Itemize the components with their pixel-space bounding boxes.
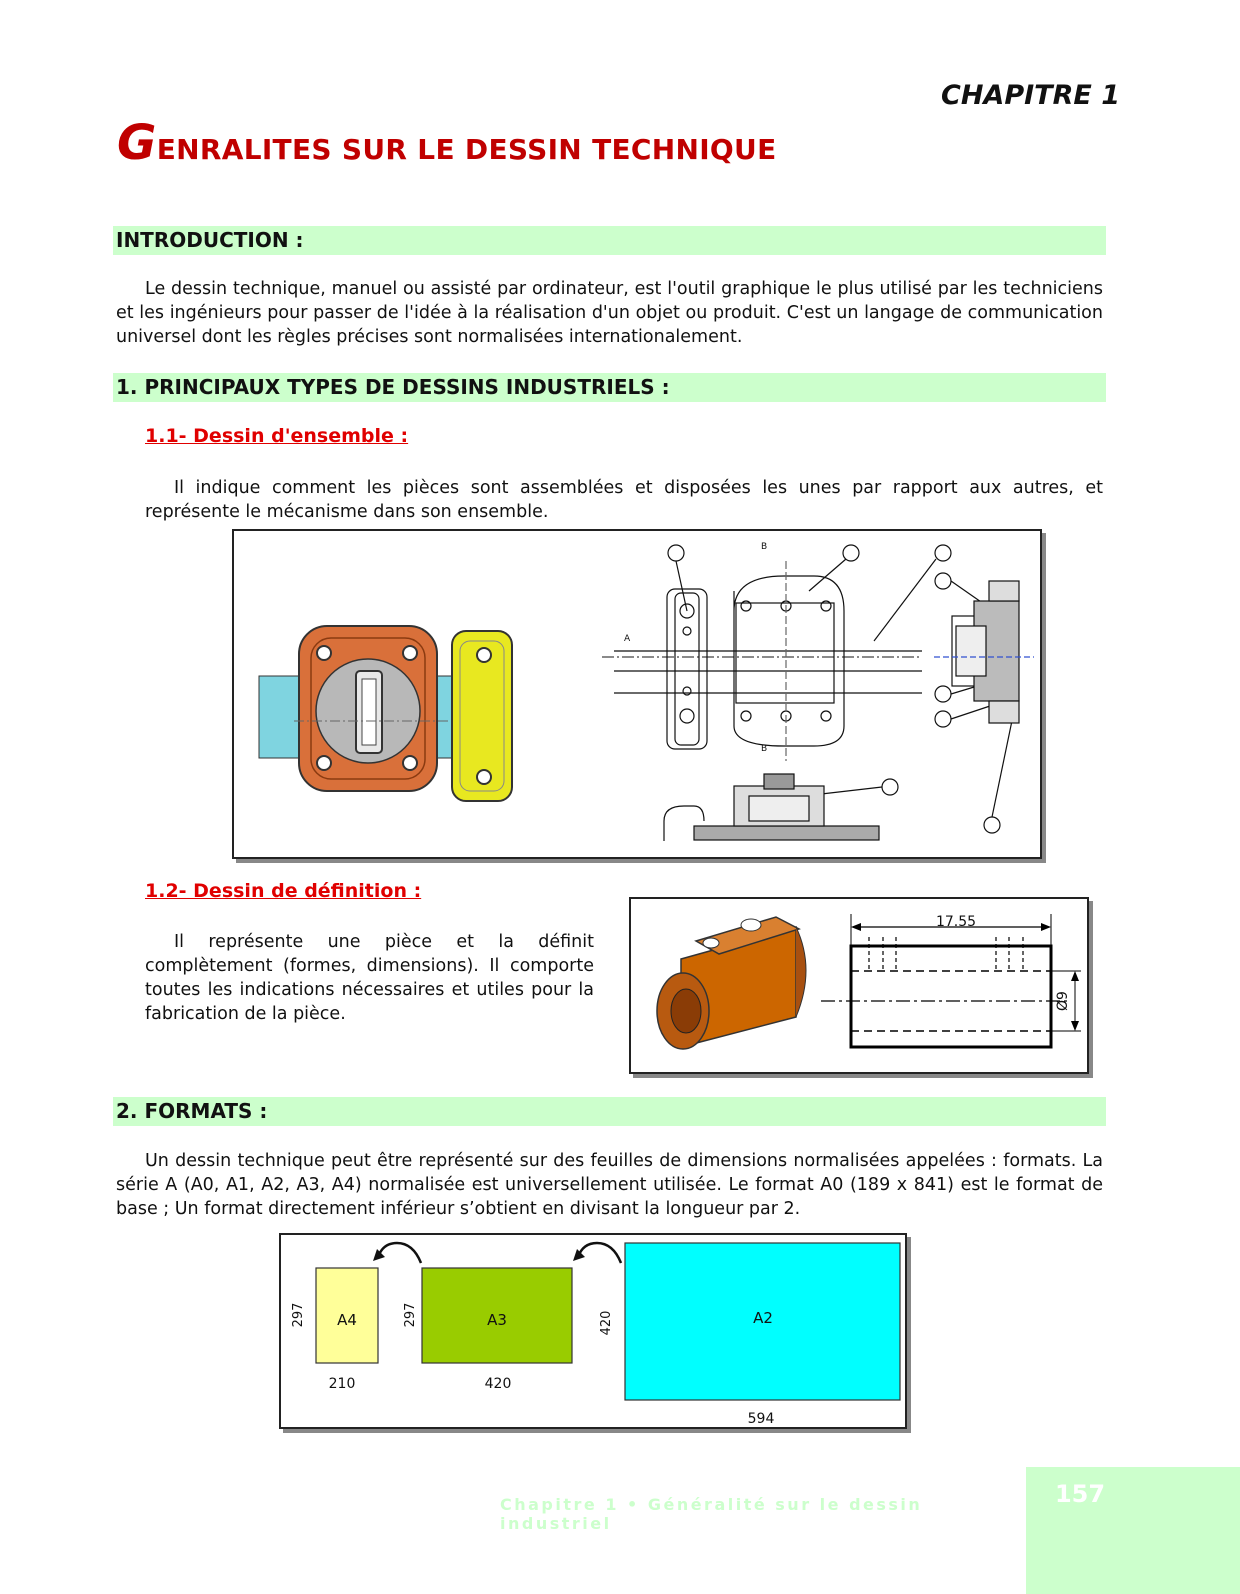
diameter-dimension-label: Ø9 xyxy=(1055,991,1071,1011)
page-number: 157 xyxy=(1054,1480,1106,1508)
subsection-1-1-title: 1.1- Dessin d'ensemble : xyxy=(145,425,409,447)
format-a2-name: A2 xyxy=(753,1309,773,1327)
definition-drawing-figure xyxy=(629,897,1089,1074)
svg-text:B: B xyxy=(761,744,768,754)
format-a4-name: A4 xyxy=(337,1311,357,1329)
footer-chapter-text: Chapitre 1 • Généralité sur le dessin industriel xyxy=(500,1495,923,1533)
length-dimension-label: 17.55 xyxy=(935,914,977,930)
format-a2-height: 420 xyxy=(599,1310,614,1336)
title-initial: G xyxy=(117,115,157,171)
intro-heading: INTRODUCTION : xyxy=(113,226,1106,255)
chapter-label: CHAPITRE 1 xyxy=(941,80,1120,111)
section2-heading: 2. FORMATS : xyxy=(113,1097,1106,1126)
format-a2-width: 594 xyxy=(747,1411,775,1427)
section1-heading: 1. PRINCIPAUX TYPES DE DESSINS INDUSTRIELS : xyxy=(113,373,1106,402)
format-a4-height: 297 xyxy=(291,1302,306,1328)
formats-paragraph: Un dessin technique peut être représenté sur des feuilles de dimensions normalisées appelées : formats. La série A (A0, A1, A2, A3, A4) normalisée est universellement utilisée. Le format A0 (189 x 841) est le format de base ; Un format directement inférieur s’obtient en divisant la longueur par 2. xyxy=(116,1151,1103,1219)
intro-paragraph: Le dessin technique, manuel ou assisté par ordinateur, est l'outil graphique le plus utilisé par les techniciens et les ingénieurs pour passer de l'idée à la réalisation d'un objet ou produit. C'est un langage de communication universel dont les règles précises sont normalisées internationalement. xyxy=(116,279,1103,347)
svg-text:A: A xyxy=(624,634,631,644)
format-a4-width: 210 xyxy=(328,1376,356,1392)
assembly-drawing-figure xyxy=(232,529,1042,859)
format-a3-width: 420 xyxy=(484,1376,512,1392)
subsection-1-2-paragraph: Il représente une pièce et la définit complètement (formes, dimensions). Il comporte toutes les indications nécessaires et utiles pour la fabrication de la pièce. xyxy=(145,932,594,1024)
svg-text:B: B xyxy=(761,542,768,552)
page-title xyxy=(117,115,777,171)
rotate-arrow-icon xyxy=(578,1243,621,1263)
title-rest: ENRALITES SUR LE DESSIN TECHNIQUE xyxy=(156,133,777,166)
subsection-1-1-paragraph: Il indique comment les pièces sont assemblées et disposées les unes par rapport aux autres, et représente le mécanisme dans son ensemble. xyxy=(145,478,1103,522)
subsection-1-2-title: 1.2- Dessin de définition : xyxy=(145,880,422,902)
formats-figure xyxy=(279,1233,907,1429)
rotate-arrow-icon xyxy=(378,1243,421,1263)
format-a3-name: A3 xyxy=(487,1311,507,1329)
format-a3-height: 297 xyxy=(403,1302,418,1328)
